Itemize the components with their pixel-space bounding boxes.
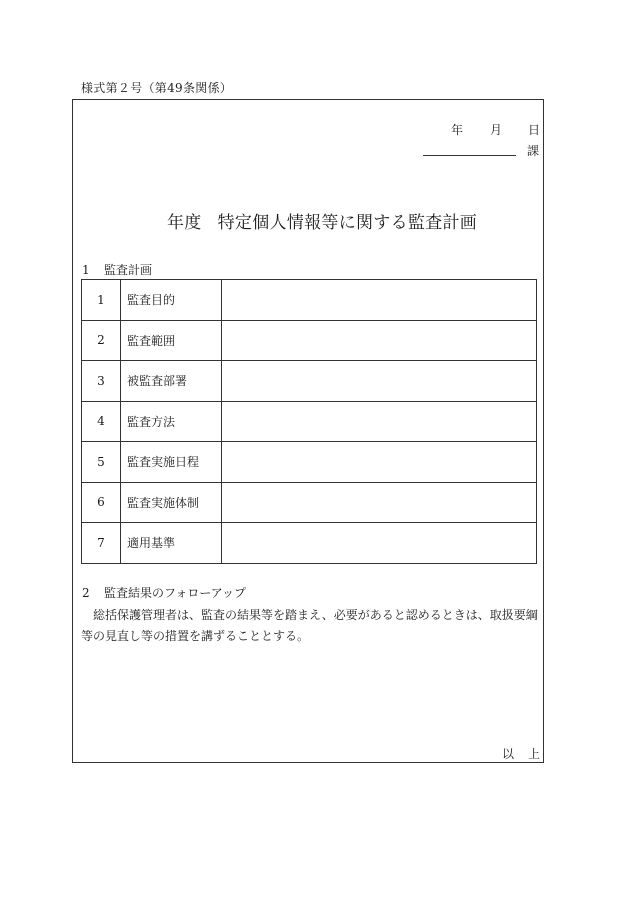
row-content-cell — [222, 442, 537, 483]
closing-mark — [502, 745, 540, 762]
row-content-cell — [222, 523, 537, 564]
followup-body-text: 総括保護管理者は、監査の結果等を踏まえ、必要があると認めるときは、取扱要綱等の見直し等の措置を講ずることとする。 — [81, 608, 538, 643]
audit-plan-table — [81, 279, 537, 564]
form-number-label: 様式第２号（第49条関係） — [81, 81, 233, 95]
row-number: 5 — [82, 442, 121, 483]
date-year-label: 年 — [451, 123, 464, 137]
table-row — [82, 442, 537, 483]
document-title — [167, 208, 477, 233]
row-content-cell — [222, 361, 537, 402]
row-number: 6 — [82, 482, 121, 523]
date-day-label: 日 — [528, 123, 541, 137]
section-2-heading — [82, 584, 246, 601]
row-item-label: 適用基準 — [121, 523, 222, 564]
department-suffix-label: 課 — [527, 144, 540, 158]
row-content-cell — [222, 482, 537, 523]
title-fiscal-year-label: 年度 — [167, 213, 202, 233]
title-main-text: 特定個人情報等に関する監査計画 — [217, 213, 478, 233]
table-row — [82, 361, 537, 402]
row-number: 3 — [82, 361, 121, 402]
section-1-title: 監査計画 — [104, 263, 153, 277]
table-row — [82, 401, 537, 442]
table-row — [82, 280, 537, 321]
section-2-title: 監査結果のフォローアップ — [104, 586, 246, 600]
row-number: 7 — [82, 523, 121, 564]
row-item-label: 監査実施日程 — [121, 442, 222, 483]
table-row — [82, 523, 537, 564]
closing-second-char: 上 — [528, 747, 541, 761]
table-row — [82, 320, 537, 361]
date-month-label: 月 — [490, 123, 503, 137]
row-item-label: 監査目的 — [121, 280, 222, 321]
row-content-cell — [222, 280, 537, 321]
row-item-label: 監査実施体制 — [121, 482, 222, 523]
row-item-label: 監査方法 — [121, 401, 222, 442]
department-blank-line — [423, 155, 516, 156]
section-2-number: 2 — [82, 586, 90, 600]
row-item-label: 監査範囲 — [121, 320, 222, 361]
section-1-heading — [82, 261, 152, 278]
table-row — [82, 482, 537, 523]
row-item-label: 被監査部署 — [121, 361, 222, 402]
row-content-cell — [222, 320, 537, 361]
section-1-number: 1 — [82, 263, 90, 277]
row-number: 1 — [82, 280, 121, 321]
closing-first-char: 以 — [502, 747, 515, 761]
row-content-cell — [222, 401, 537, 442]
row-number: 2 — [82, 320, 121, 361]
row-number: 4 — [82, 401, 121, 442]
